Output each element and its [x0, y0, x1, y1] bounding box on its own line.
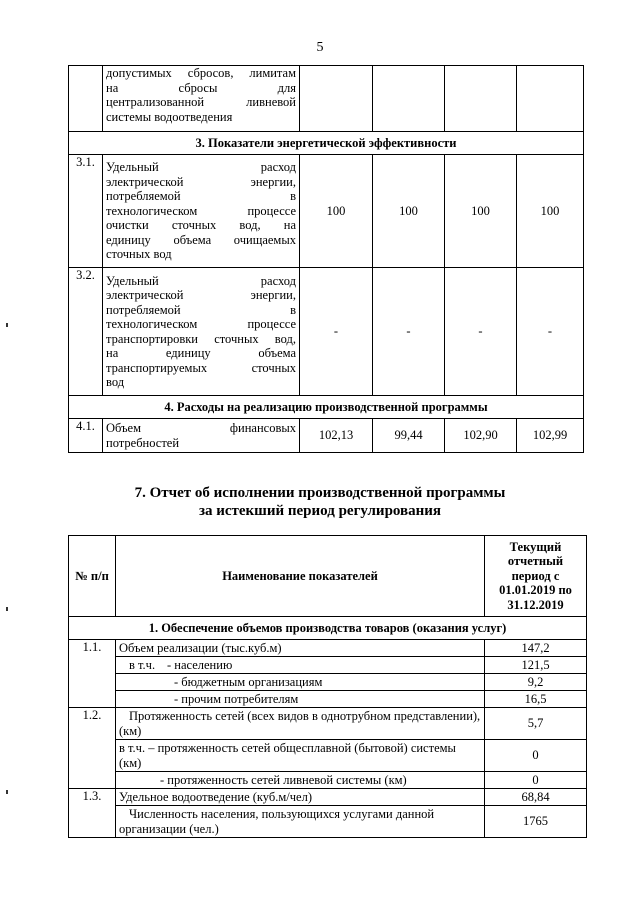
indicator-name: в т.ч. - населению — [116, 657, 485, 674]
section-row — [69, 617, 587, 640]
scan-mark — [6, 790, 8, 794]
value-cell: 121,5 — [485, 657, 587, 674]
indicator-name: Удельное водоотведение (куб.м/чел) — [116, 789, 485, 806]
table-row — [69, 155, 584, 268]
indicator-description: допустимых сбросов, лимитам на сбросы для централизованной ливневой системы водоотведения — [103, 66, 300, 132]
header-row — [69, 536, 587, 617]
indicators-table — [68, 65, 584, 453]
value-cell: 9,2 — [485, 674, 587, 691]
section-3-title: 3. Показатели энергетической эффективности — [69, 132, 584, 155]
value-cell: 16,5 — [485, 691, 587, 708]
row-number: 4.1. — [69, 419, 103, 453]
indicator-description: Удельный расход электрической энергии, потребляемой в технологическом процессе транспортировки сточных вод, на единицу объема транспортируемых сточных вод — [103, 268, 300, 396]
report-table — [68, 535, 587, 838]
table-row — [69, 772, 587, 789]
value-cell: 102,13 — [300, 419, 373, 453]
indicator-name: Протяженность сетей (всех видов в однотрубном представлении), (км) — [116, 708, 485, 740]
table-row — [69, 708, 587, 740]
row-number: 3.2. — [69, 268, 103, 396]
table-row — [69, 66, 584, 132]
table-row — [69, 806, 587, 838]
value-cell: 100 — [300, 155, 373, 268]
row-number — [69, 66, 103, 132]
value-cell: 5,7 — [485, 708, 587, 740]
value-cell: - — [373, 268, 445, 396]
indicator-description: Объем финансовых потребностей — [103, 419, 300, 453]
value-cell: 147,2 — [485, 640, 587, 657]
value-cell: 100 — [445, 155, 517, 268]
table-row — [69, 640, 587, 657]
indicator-name: Численность населения, пользующихся услугами данной организации (чел.) — [116, 806, 485, 838]
value-cell: 100 — [517, 155, 584, 268]
section-row — [69, 132, 584, 155]
indicator-name: - бюджетным организациям — [116, 674, 485, 691]
row-number: 1.2. — [69, 708, 116, 789]
row-number: 1.1. — [69, 640, 116, 708]
value-cell: 102,90 — [445, 419, 517, 453]
heading-line-2: за истекший период регулирования — [198, 503, 442, 519]
table-row — [69, 740, 587, 772]
section-4-title: 4. Расходы на реализацию производственной программы — [69, 396, 584, 419]
indicator-name: - протяженность сетей ливневой системы (км) — [116, 772, 485, 789]
value-cell: 102,99 — [517, 419, 584, 453]
indicator-name: - прочим потребителям — [116, 691, 485, 708]
value-cell: - — [517, 268, 584, 396]
header-number: № п/п — [69, 536, 116, 617]
scan-mark — [6, 323, 8, 327]
value-cell: 0 — [485, 740, 587, 772]
value-cell: 100 — [373, 155, 445, 268]
table-row — [69, 268, 584, 396]
scan-mark — [6, 607, 8, 611]
header-name: Наименование показателей — [116, 536, 485, 617]
header-period: Текущий отчетный период с 01.01.2019 по 31.12.2019 — [485, 536, 587, 617]
table-row — [69, 691, 587, 708]
value-cell: 0 — [485, 772, 587, 789]
indicator-name: в т.ч. – протяженность сетей общесплавной (бытовой) системы (км) — [116, 740, 485, 772]
section-1-title: 1. Обеспечение объемов производства товаров (оказания услуг) — [69, 617, 587, 640]
table-row — [69, 789, 587, 806]
value-cell: - — [445, 268, 517, 396]
indicator-description: Удельный расход электрической энергии, потребляемой в технологическом процессе очистки сточных вод, на единицу объема очищаемых сточных вод — [103, 155, 300, 268]
heading-line-1: 7. Отчет об исполнении производственной программы — [134, 485, 506, 501]
table-row — [69, 419, 584, 453]
value-cell: 99,44 — [373, 419, 445, 453]
value-cell: 1765 — [485, 806, 587, 838]
table-row — [69, 657, 587, 674]
indicator-name: Объем реализации (тыс.куб.м) — [116, 640, 485, 657]
row-number: 1.3. — [69, 789, 116, 838]
value-cell: - — [300, 268, 373, 396]
section-row — [69, 396, 584, 419]
table-row — [69, 674, 587, 691]
report-heading — [0, 484, 640, 520]
row-number: 3.1. — [69, 155, 103, 268]
page-number: 5 — [316, 40, 324, 55]
value-cell: 68,84 — [485, 789, 587, 806]
